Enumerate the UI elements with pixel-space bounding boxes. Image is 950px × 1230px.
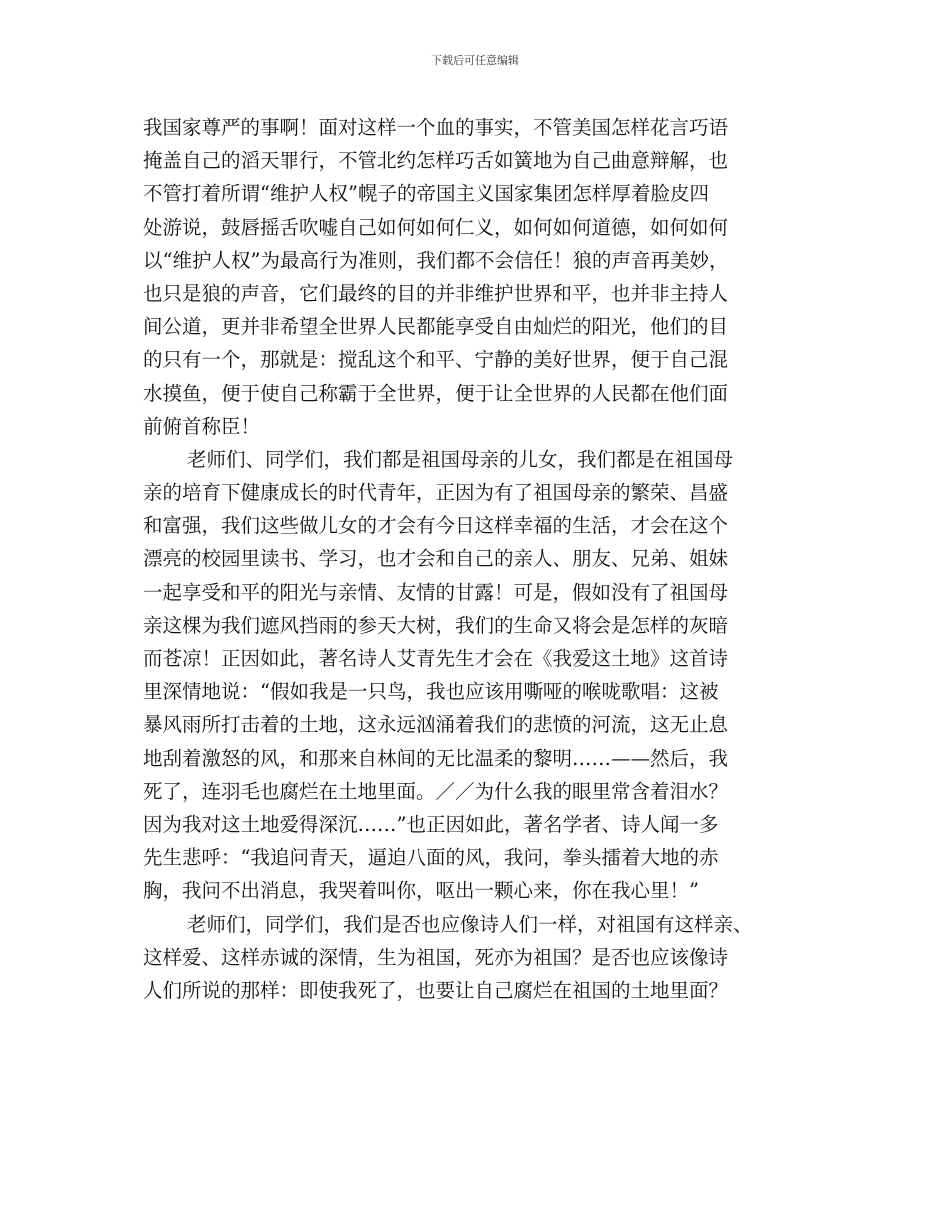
text-line: 也只是狼的声音，它们最终的目的并非维护世界和平，也并非主持人: [143, 281, 729, 305]
text-line: 这样爱、这样赤诚的深情，生为祖国，死亦为祖国？是否也应该像诗: [143, 945, 729, 969]
text-line: 以“维护人权”为最高行为准则，我们都不会信任！狼的声音再美妙，: [143, 248, 729, 272]
text-line: 先生悲呼：“我追问青天，逼迫八面的风，我问，拳头擂着大地的赤: [143, 846, 719, 870]
text-line: 而苍凉！正因如此，著名诗人艾青先生才会在《我爱这土地》这首诗: [143, 647, 729, 670]
text-line: 亲的培育下健康成长的时代青年，正因为有了祖国母亲的繁荣、昌盛: [143, 481, 729, 505]
text-line: 亲这棵为我们遮风挡雨的参天大树，我们的生命又将会是怎样的灰暗: [143, 613, 729, 637]
text-line: 和富强，我们这些做儿女的才会有今日这样幸福的生活，才会在这个: [143, 514, 729, 538]
text-line: 暴风雨所打击着的土地，这永远汹涌着我们的悲愤的河流，这无止息: [143, 713, 729, 737]
text-line: 地刮着激怒的风，和那来自林间的无比温柔的黎明……——然后，我: [143, 746, 729, 770]
text-line: 里深情地说：“假如我是一只鸟，我也应该用嘶哑的喉咙歌唱：这被: [143, 680, 719, 704]
text-line: 漂亮的校园里读书、学习，也才会和自己的亲人、朋友、兄弟、姐妹: [143, 547, 729, 571]
text-line: 我国家尊严的事啊！面对这样一个血的事实，不管美国怎样花言巧语: [143, 116, 729, 139]
text-line: 一起享受和平的阳光与亲情、友情的甘露！可是，假如没有了祖国母: [143, 580, 729, 604]
text-line: 掩盖自己的滔天罪行，不管北约怎样巧舌如簧地为自己曲意辩解，也: [143, 149, 729, 173]
text-line: 因为我对这土地爱得深沉……”也正因如此，著名学者、诗人闻一多: [143, 812, 719, 836]
page-header: 下载后可任意编辑: [431, 54, 519, 67]
text-line: 处游说，鼓唇摇舌吹嘘自己如何如何仁义，如何如何道德，如何如何: [143, 215, 729, 239]
text-line: 的只有一个，那就是：搅乱这个和平、宁静的美好世界，便于自己混: [143, 348, 729, 372]
text-line: 间公道，更并非希望全世界人民都能享受自由灿烂的阳光，他们的目: [143, 315, 729, 339]
text-line: 前俯首称臣！: [143, 414, 261, 438]
text-line: 胸，我问不出消息，我哭着叫你，呕出一颗心来，你在我心里！”: [143, 879, 699, 903]
text-line: 死了，连羽毛也腐烂在土地里面。／／为什么我的眼里常含着泪水？: [143, 779, 729, 803]
paragraph-first-line: 老师们，同学们，我们是否也应像诗人们一样，对祖国有这样亲、: [187, 912, 753, 936]
paragraph-first-line: 老师们、同学们，我们都是祖国母亲的儿女，我们都是在祖国母: [187, 447, 734, 471]
text-line: 人们所说的那样：即使我死了，也要让自己腐烂在祖国的土地里面？: [143, 978, 729, 1002]
text-line: 水摸鱼，便于使自己称霸于全世界，便于让全世界的人民都在他们面: [143, 381, 729, 405]
document-body: [143, 111, 808, 1007]
text-line: 不管打着所谓“维护人权”幌子的帝国主义国家集团怎样厚着脸皮四: [143, 182, 709, 206]
